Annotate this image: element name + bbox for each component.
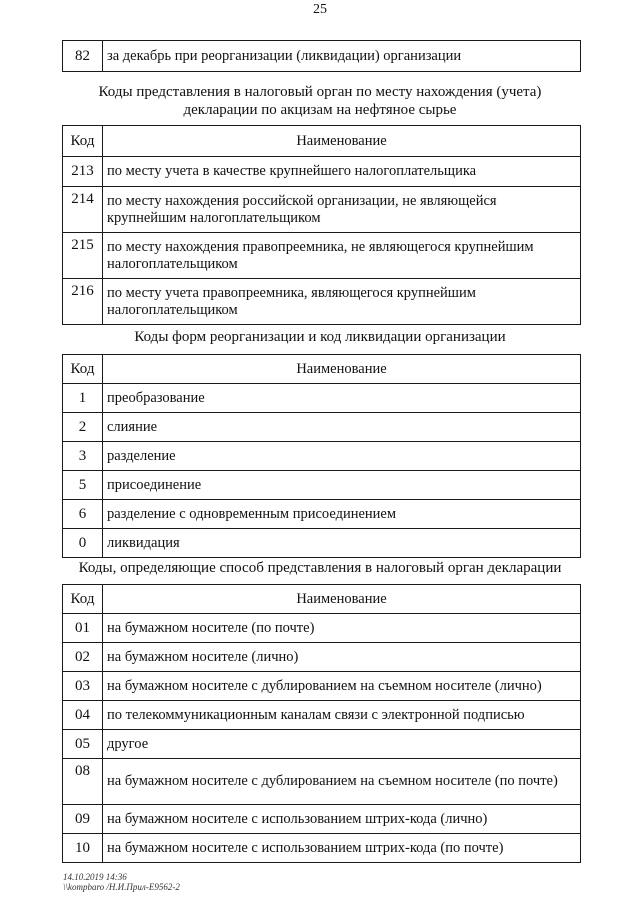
row-code: 10 xyxy=(63,834,103,863)
row-code: 215 xyxy=(63,233,103,279)
row-code: 216 xyxy=(63,279,103,325)
row-name: по месту учета в качестве крупнейшего налогоплательщика xyxy=(103,157,581,187)
row-name: по телекоммуникационным каналам связи с электронной подписью xyxy=(103,701,581,730)
row-name: другое xyxy=(103,730,581,759)
row-name: разделение с одновременным присоединением xyxy=(103,500,581,529)
row-name: присоединение xyxy=(103,471,581,500)
row-name: по месту учета правопреемника, являющегося крупнейшим налогоплательщиком xyxy=(103,279,581,325)
name-header: Наименование xyxy=(103,585,581,614)
footer-stamp xyxy=(63,872,180,892)
row-name: за декабрь при реорганизации (ликвидации) организации xyxy=(103,41,581,72)
table-row xyxy=(63,279,581,325)
section1-title-line1: Коды представления в налоговый орган по месту нахождения (учета) xyxy=(98,84,542,100)
row-name: преобразование xyxy=(103,384,581,413)
table-row xyxy=(63,759,581,805)
footer-path: \\kompbaro /Н.И.Прил-Е9562-2 xyxy=(63,882,180,892)
row-name: на бумажном носителе с использованием штрих-кода (лично) xyxy=(103,805,581,834)
submission-method-table xyxy=(62,584,581,863)
name-header: Наименование xyxy=(103,355,581,384)
page-number: 25 xyxy=(313,2,327,17)
table-row xyxy=(63,471,581,500)
row-name: слияние xyxy=(103,413,581,442)
row-name: на бумажном носителе с дублированием на съемном носителе (лично) xyxy=(103,672,581,701)
table-row xyxy=(63,672,581,701)
row-code: 01 xyxy=(63,614,103,643)
table-header-row xyxy=(63,355,581,384)
table-row xyxy=(63,384,581,413)
table-row xyxy=(63,413,581,442)
row-code: 05 xyxy=(63,730,103,759)
row-name: на бумажном носителе с использованием штрих-кода (по почте) xyxy=(103,834,581,863)
row-name: на бумажном носителе (по почте) xyxy=(103,614,581,643)
section1-title-line2: декларации по акцизам на нефтяное сырье xyxy=(183,102,457,118)
row-code: 0 xyxy=(63,529,103,558)
row-code: 03 xyxy=(63,672,103,701)
row-code: 6 xyxy=(63,500,103,529)
row-code: 5 xyxy=(63,471,103,500)
footer-date: 14.10.2019 14:36 xyxy=(63,872,127,882)
table-row xyxy=(63,442,581,471)
name-header: Наименование xyxy=(103,126,581,157)
row-name: на бумажном носителе (лично) xyxy=(103,643,581,672)
row-name: разделение xyxy=(103,442,581,471)
row-code: 213 xyxy=(63,157,103,187)
row-code: 2 xyxy=(63,413,103,442)
row-name: на бумажном носителе с дублированием на съемном носителе (по почте) xyxy=(103,759,581,805)
row-code: 04 xyxy=(63,701,103,730)
row-code: 08 xyxy=(63,759,103,805)
row-name: ликвидация xyxy=(103,529,581,558)
table-row xyxy=(63,529,581,558)
reorganization-codes-table xyxy=(62,354,581,558)
table-row xyxy=(63,187,581,233)
section3-title: Коды, определяющие способ представления в налоговый орган декларации xyxy=(78,560,562,576)
section1-title xyxy=(60,83,580,119)
table-row xyxy=(63,805,581,834)
table-row xyxy=(63,730,581,759)
row-code: 1 xyxy=(63,384,103,413)
code-header: Код xyxy=(63,355,103,384)
code-header: Код xyxy=(63,126,103,157)
table-row xyxy=(63,701,581,730)
section2-title: Коды форм реорганизации и код ликвидации организации xyxy=(134,329,506,345)
table-row xyxy=(63,834,581,863)
table-row xyxy=(63,643,581,672)
table-row xyxy=(63,500,581,529)
row-code: 3 xyxy=(63,442,103,471)
row-code: 09 xyxy=(63,805,103,834)
table-header-row xyxy=(63,585,581,614)
table-row xyxy=(63,157,581,187)
row-code: 214 xyxy=(63,187,103,233)
row-code: 82 xyxy=(63,41,103,72)
code-header: Код xyxy=(63,585,103,614)
table-row xyxy=(63,614,581,643)
table-row xyxy=(63,233,581,279)
table-header-row xyxy=(63,126,581,157)
top-row-table xyxy=(62,40,581,72)
row-name: по месту нахождения правопреемника, не являющегося крупнейшим налогоплательщиком xyxy=(103,233,581,279)
row-name: по месту нахождения российской организации, не являющейся крупнейшим налогоплательщиком xyxy=(103,187,581,233)
delivery-place-table xyxy=(62,125,581,325)
row-code: 02 xyxy=(63,643,103,672)
table-row xyxy=(63,41,581,72)
